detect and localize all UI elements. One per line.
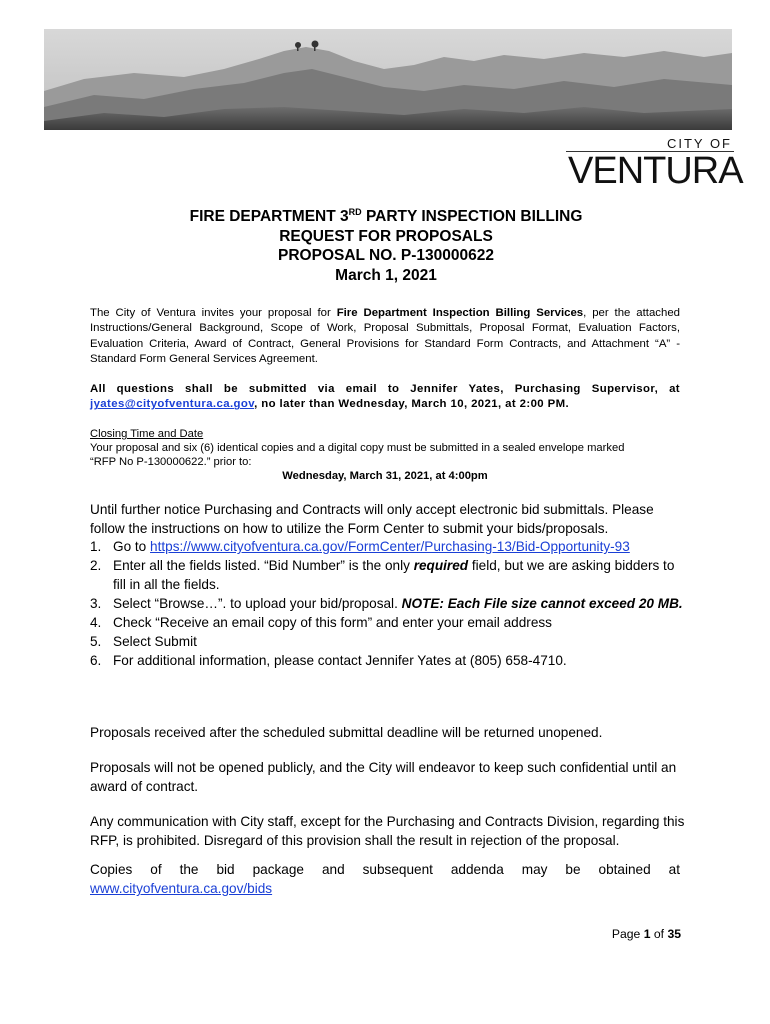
file-size-note: NOTE: Each File size cannot exceed 20 MB. [401, 596, 683, 611]
step-text: Check “Receive an email copy of this form” and enter your email address [113, 615, 552, 630]
step-number: 2. [90, 558, 102, 573]
step-text: Select Submit [113, 634, 197, 649]
title-line-4: March 1, 2021 [335, 266, 437, 284]
page-number [560, 927, 681, 941]
late-proposals-paragraph: Proposals received after the scheduled submittal deadline will be returned unopened. [90, 725, 603, 740]
submission-steps-list [90, 537, 690, 670]
title-superscript: RD [348, 207, 362, 217]
closing-heading: Closing Time and Date [90, 428, 204, 440]
copies-link-line [90, 879, 680, 898]
step-number: 3. [90, 596, 102, 611]
closing-line-1: Your proposal and six (6) identical copies and a digital copy must be submitted in a sealed envelope marked [90, 442, 625, 454]
title-line-1-post: PARTY INSPECTION BILLING [361, 208, 583, 225]
questions-pre: All questions shall be submitted via email to Jennifer Yates, Purchasing Supervisor, at [90, 383, 680, 395]
list-item [90, 537, 690, 556]
form-center-link[interactable]: https://www.cityofventura.ca.gov/FormCenter/Purchasing-13/Bid-Opportunity-93 [150, 539, 630, 554]
title-line-1-pre: FIRE DEPARTMENT 3 [189, 208, 349, 225]
list-item [90, 651, 690, 670]
list-item [90, 613, 690, 632]
list-item [90, 594, 690, 613]
document-title [90, 207, 682, 285]
electronic-submittal-notice: Until further notice Purchasing and Contracts will only accept electronic bid submittals. Please follow the instructions on how to utilize the Form Center to submit your bids/proposals. [90, 502, 654, 536]
logo-city-of: CITY OF [666, 136, 732, 151]
step-number: 6. [90, 653, 102, 668]
list-item [90, 632, 690, 651]
questions-post: , no later than Wednesday, March 10, 2021, at 2:00 PM. [254, 398, 570, 411]
intro-pre: The City of Ventura invites your proposal for [90, 307, 337, 319]
copies-paragraph: Copies of the bid package and subsequent addenda may be obtained at [90, 862, 680, 877]
step-text: field, but we are asking bidders to fill in all the fields. [113, 558, 675, 592]
step-text: Select “Browse…”. to upload your bid/proposal. [113, 596, 402, 611]
total-pages: 35 [667, 927, 681, 941]
step-text: For additional information, please contact Jennifer Yates at (805) 658-4710. [113, 653, 567, 668]
current-page: 1 [643, 927, 651, 941]
intro-paragraph [90, 306, 680, 368]
of-word: of [650, 927, 668, 941]
closing-line-2: “RFP No P-130000622.” prior to: [90, 456, 252, 468]
step-number: 1. [90, 539, 102, 554]
title-line-1 [90, 207, 682, 227]
intro-service-name: Fire Department Inspection Billing Services [336, 307, 584, 319]
step-text: Enter all the fields listed. “Bid Number” is the only [113, 558, 414, 573]
hillside-banner-image [44, 29, 732, 130]
closing-time-section [90, 427, 690, 483]
hillside-photo [44, 29, 732, 130]
step-emphasis: required [413, 558, 469, 573]
title-line-3: PROPOSAL NO. P-130000622 [278, 247, 494, 264]
intro-post: , per the attached Instructions/General Background, Scope of Work, Proposal Submittals, Proposal Format, Evaluation Factors, Evaluation Criteria, Award of Contract, General Provisions for Standard Form Contracts, and Attachment “A” - Standard Form General Services Agreement. [90, 307, 680, 366]
public-opening-paragraph: Proposals will not be opened publicly, and the City will endeavor to keep such confidential until an award of contract. [90, 760, 677, 794]
title-line-2: REQUEST FOR PROPOSALS [279, 227, 493, 245]
city-of-ventura-logo [566, 136, 743, 192]
communication-paragraph: Any communication with City staff, except for the Purchasing and Contracts Division, regarding this RFP, is prohibited. Disregard of this provision shall the result in rejection of the proposal. [90, 814, 685, 848]
page-word: Page [611, 927, 644, 941]
logo-ventura: VENTURA [568, 150, 743, 192]
step-number: 4. [90, 615, 102, 630]
list-item [90, 556, 690, 594]
step-number: 5. [90, 634, 102, 649]
closing-deadline: Wednesday, March 31, 2021, at 4:00pm [282, 470, 488, 482]
email-link[interactable]: jyates@cityofventura.ca.gov [90, 398, 255, 411]
questions-paragraph [90, 382, 680, 413]
bids-link[interactable]: www.cityofventura.ca.gov/bids [90, 881, 273, 896]
step-text: Go to [113, 539, 151, 554]
